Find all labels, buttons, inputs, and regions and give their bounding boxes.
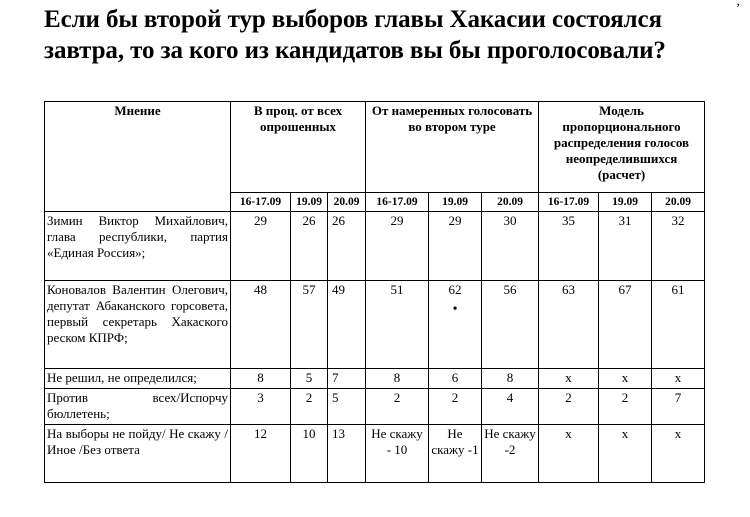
table-cell: 63 bbox=[539, 281, 599, 369]
row-label: Не решил, не определился; bbox=[45, 369, 231, 389]
table-cell: 57 bbox=[291, 281, 328, 369]
date-header: 20.09 bbox=[652, 193, 705, 212]
table-cell: 29 bbox=[231, 212, 291, 281]
table-cell: x bbox=[599, 425, 652, 483]
table-cell: 7 bbox=[652, 389, 705, 425]
table-cell: 29 bbox=[429, 212, 482, 281]
table-cell: 49 bbox=[328, 281, 366, 369]
table-cell: 26 bbox=[291, 212, 328, 281]
table-cell: 8 bbox=[366, 369, 429, 389]
table-cell: 2 bbox=[539, 389, 599, 425]
table-cell: 13 bbox=[328, 425, 366, 483]
table-row bbox=[45, 389, 705, 425]
header-row bbox=[45, 102, 705, 193]
table-cell: 31 bbox=[599, 212, 652, 281]
header-all-respondents: В проц. от всех опрошенных bbox=[231, 102, 366, 193]
table-cell: Не скажу - 10 bbox=[366, 425, 429, 483]
table-cell: 8 bbox=[482, 369, 539, 389]
table-cell: Не скажу -1 bbox=[429, 425, 482, 483]
table-cell: 7 bbox=[328, 369, 366, 389]
table-cell: 3 bbox=[231, 389, 291, 425]
table-cell: 5 bbox=[291, 369, 328, 389]
table-cell: 12 bbox=[231, 425, 291, 483]
table-cell: x bbox=[539, 369, 599, 389]
poll-table bbox=[44, 101, 705, 483]
page-title: Если бы второй тур выборов главы Хакасии состоялся завтра, то за кого из кандидатов вы бы проголосовали? bbox=[44, 6, 666, 64]
date-header: 19.09 bbox=[429, 193, 482, 212]
table-cell: 5 bbox=[328, 389, 366, 425]
table-cell: 29 bbox=[366, 212, 429, 281]
table-cell: x bbox=[652, 425, 705, 483]
table-cell: 26 bbox=[328, 212, 366, 281]
table-cell: 2 bbox=[291, 389, 328, 425]
table-cell: x bbox=[539, 425, 599, 483]
row-label: Коновалов Валентин Олегович, депутат Абаканского горсовета, первый секретарь Хакаского реском КПРФ; bbox=[45, 281, 231, 369]
header-proportional-model: Модель пропорционального распределения голосов неопределившихся (расчет) bbox=[539, 102, 705, 193]
table-cell: x bbox=[599, 369, 652, 389]
table-cell: 2 bbox=[599, 389, 652, 425]
table-cell: 67 bbox=[599, 281, 652, 369]
table-cell: 2 bbox=[429, 389, 482, 425]
date-header: 16-17.09 bbox=[366, 193, 429, 212]
date-header: 19.09 bbox=[599, 193, 652, 212]
row-label: На выборы не пойду/ Не скажу /Иное /Без ответа bbox=[45, 425, 231, 483]
table-cell: 56 bbox=[482, 281, 539, 369]
date-header: 19.09 bbox=[291, 193, 328, 212]
table-cell: 51 bbox=[366, 281, 429, 369]
table-cell: 30 bbox=[482, 212, 539, 281]
table-cell: x bbox=[652, 369, 705, 389]
table-cell bbox=[429, 281, 482, 369]
table-cell: 2 bbox=[366, 389, 429, 425]
table-cell: 8 bbox=[231, 369, 291, 389]
table-cell: 32 bbox=[652, 212, 705, 281]
bullet-mark: • bbox=[452, 302, 458, 317]
header-opinion: Мнение bbox=[45, 102, 231, 212]
table-row bbox=[45, 281, 705, 369]
date-header: 20.09 bbox=[482, 193, 539, 212]
date-header: 20.09 bbox=[328, 193, 366, 212]
header-intending-voters: От намеренных голосовать во втором туре bbox=[366, 102, 539, 193]
table-cell: Не скажу -2 bbox=[482, 425, 539, 483]
cell-value: 62 bbox=[448, 282, 462, 297]
row-label: Против всех/Испорчу бюллетень; bbox=[45, 389, 231, 425]
corner-mark: , bbox=[736, 0, 740, 9]
table-cell: 35 bbox=[539, 212, 599, 281]
table-row bbox=[45, 212, 705, 281]
table-cell: 10 bbox=[291, 425, 328, 483]
table-cell: 48 bbox=[231, 281, 291, 369]
table-cell: 61 bbox=[652, 281, 705, 369]
table-row bbox=[45, 369, 705, 389]
table-cell: 6 bbox=[429, 369, 482, 389]
row-label: Зимин Виктор Михайлович, глава республики, партия «Единая Россия»; bbox=[45, 212, 231, 281]
date-header: 16-17.09 bbox=[539, 193, 599, 212]
table-row bbox=[45, 425, 705, 483]
table-cell: 4 bbox=[482, 389, 539, 425]
date-header: 16-17.09 bbox=[231, 193, 291, 212]
